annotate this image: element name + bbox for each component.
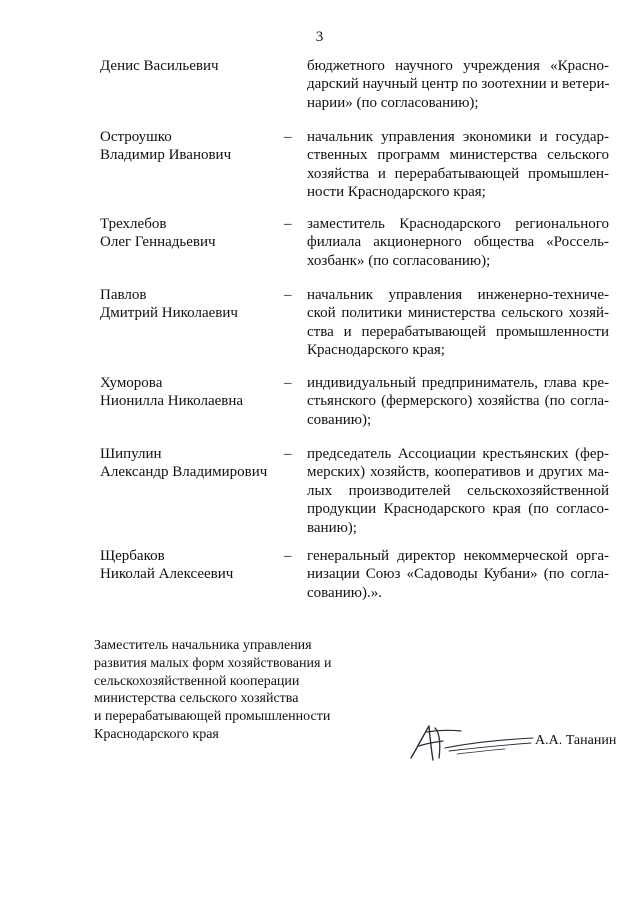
dash-separator: – bbox=[284, 446, 292, 462]
member-role-line: начальник управления инженерно-техниче- bbox=[307, 287, 609, 303]
member-name-line: Щербаков bbox=[100, 548, 165, 564]
member-role bbox=[307, 286, 609, 360]
member-name-line: Шипулин bbox=[100, 446, 162, 462]
dash-separator: – bbox=[284, 216, 292, 232]
signatory-position-line: сельскохозяйственной кооперации bbox=[94, 673, 300, 689]
member-name bbox=[100, 445, 275, 481]
member-name bbox=[100, 57, 275, 75]
member-name-line: Владимир Иванович bbox=[100, 147, 232, 163]
member-role-line: генеральный директор некоммерческой орга- bbox=[307, 548, 609, 564]
member-role bbox=[307, 57, 609, 112]
member-role-line: ванию); bbox=[307, 519, 357, 536]
signatory-position-line: Заместитель начальника управления bbox=[94, 638, 312, 653]
member-role bbox=[307, 374, 609, 429]
member-name bbox=[100, 547, 275, 583]
signatory-position-line: развития малых форм хозяйствования и bbox=[94, 655, 332, 671]
member-role-line: мерских) хозяйств, кооперативов и других ма- bbox=[307, 464, 609, 481]
member-name-line: Денис Васильевич bbox=[100, 58, 219, 74]
signatory-position bbox=[94, 637, 394, 744]
member-role-line: низации Союз «Садоводы Кубани» (по согла- bbox=[307, 566, 609, 583]
signatory-name: А.А. Тананин bbox=[535, 733, 617, 748]
member-name bbox=[100, 128, 275, 164]
member-role-line: ства и перерабатывающей промышленности bbox=[307, 323, 609, 340]
member-name-line: Николай Алексеевич bbox=[100, 566, 234, 582]
dash-separator: – bbox=[284, 375, 292, 391]
member-name-line: Остроушко bbox=[100, 129, 172, 145]
signatory-position-line: Краснодарского края bbox=[94, 726, 219, 742]
handwritten-signature bbox=[405, 718, 537, 768]
signatory-position-line: и перерабатывающей промышленности bbox=[94, 709, 331, 725]
member-role-line: начальник управления экономики и государ- bbox=[307, 129, 609, 145]
member-name-line: Дмитрий Николаевич bbox=[100, 305, 238, 321]
dash-separator: – bbox=[284, 129, 292, 145]
member-name-line: Нионилла Николаевна bbox=[100, 393, 244, 409]
member-name-line: Трехлебов bbox=[100, 216, 167, 232]
page-number: 3 bbox=[315, 29, 324, 45]
member-name-line: Хуморова bbox=[100, 375, 163, 391]
member-role-line: заместитель Краснодарского регионального bbox=[307, 216, 609, 232]
member-role bbox=[307, 128, 609, 202]
member-role-line: председатель Ассоциации крестьянских (фер- bbox=[307, 446, 609, 462]
member-role-line: сованию).». bbox=[307, 584, 382, 601]
member-name bbox=[100, 215, 275, 251]
dash-separator: – bbox=[284, 287, 292, 303]
member-name bbox=[100, 286, 275, 322]
member-role bbox=[307, 547, 609, 602]
member-role-line: бюджетного научного учреждения «Красно- bbox=[307, 58, 609, 74]
member-role-line: лых производителей сельскохозяйственной bbox=[307, 482, 609, 499]
member-name bbox=[100, 374, 275, 410]
member-role bbox=[307, 215, 609, 270]
member-role-line: нарии» (по согласованию); bbox=[307, 94, 479, 111]
member-role bbox=[307, 445, 609, 537]
member-name-line: Павлов bbox=[100, 287, 147, 303]
member-role-line: хозбанк» (по согласованию); bbox=[307, 252, 491, 269]
member-role-line: хозяйства и перерабатывающей промышлен- bbox=[307, 165, 609, 182]
member-role-line: продукции Краснодарского края (по согласо- bbox=[307, 501, 609, 518]
signatory-position-line: министерства сельского хозяйства bbox=[94, 691, 299, 707]
member-role-line: стьянского (фермерского) хозяйства (по согла- bbox=[307, 393, 609, 410]
member-name-line: Александр Владимирович bbox=[100, 464, 268, 480]
member-role-line: сованию); bbox=[307, 411, 372, 428]
member-role-line: ской политики министерства сельского хозяй- bbox=[307, 305, 609, 322]
dash-separator: – bbox=[284, 548, 292, 564]
member-role-line: Краснодарского края; bbox=[307, 342, 445, 359]
member-role-line: ности Краснодарского края; bbox=[307, 184, 486, 201]
member-role-line: ственных программ министерства сельского bbox=[307, 147, 609, 164]
member-role-line: индивидуальный предприниматель, глава кре- bbox=[307, 375, 609, 391]
member-role-line: дарский научный центр по зоотехнии и ветери- bbox=[307, 76, 610, 93]
member-name-line: Олег Геннадьевич bbox=[100, 234, 216, 250]
member-role-line: филиала акционерного общества «Россель- bbox=[307, 234, 609, 251]
